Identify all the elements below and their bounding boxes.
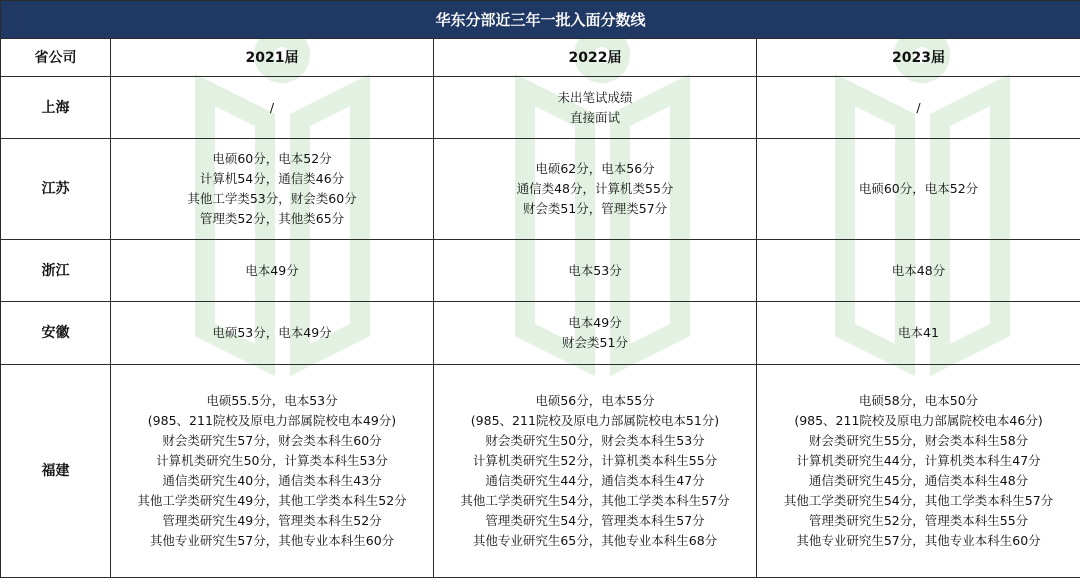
score-line: 其他专业研究生65分，其他专业本科生68分: [438, 531, 752, 551]
score-cell: [434, 77, 757, 139]
score-line: 管理类研究生52分，管理类本科生55分: [761, 511, 1076, 531]
score-cell: [757, 77, 1080, 139]
score-line: 其他工学类53分，财会类60分: [115, 189, 429, 209]
table-row: [1, 365, 1080, 578]
score-line: 其他专业研究生57分，其他专业本科生60分: [115, 531, 429, 551]
score-line: 电硕60分，电本52分: [761, 179, 1076, 199]
score-line: 电本49分: [115, 261, 429, 281]
province-cell: 江苏: [1, 139, 111, 240]
score-line: 计算机类研究生44分，计算机类本科生47分: [761, 451, 1076, 471]
score-line: 财会类51分，管理类57分: [438, 199, 752, 219]
score-cell: [111, 77, 434, 139]
score-line: 其他专业研究生57分，其他专业本科生60分: [761, 531, 1076, 551]
score-line: 财会类研究生50分，财会类本科生53分: [438, 431, 752, 451]
score-cell: [111, 240, 434, 302]
score-line: 电本49分: [438, 313, 752, 333]
score-cell: [434, 139, 757, 240]
score-line: 电本48分: [761, 261, 1076, 281]
header-province: 省公司: [1, 39, 111, 77]
score-line: 财会类研究生55分，财会类本科生58分: [761, 431, 1076, 451]
score-cell: [111, 302, 434, 365]
score-line: 财会类51分: [438, 333, 752, 353]
header-2021: 2021届: [111, 39, 434, 77]
table-row: [1, 302, 1080, 365]
score-line: 电硕62分，电本56分: [438, 159, 752, 179]
score-line: 计算机类研究生50分，计算类本科生53分: [115, 451, 429, 471]
score-line: 其他工学类研究生54分，其他工学类本科生57分: [761, 491, 1076, 511]
table-title: 华东分部近三年一批入面分数线: [1, 1, 1080, 39]
score-line: 电硕56分，电本55分: [438, 391, 752, 411]
score-cell: [111, 139, 434, 240]
score-cell: [757, 302, 1080, 365]
score-line: 通信类研究生45分，通信类本科生48分: [761, 471, 1076, 491]
header-2022: 2022届: [434, 39, 757, 77]
score-line: 电硕58分，电本50分: [761, 391, 1076, 411]
score-cell: [757, 240, 1080, 302]
province-cell: 福建: [1, 365, 111, 578]
table-row: [1, 240, 1080, 302]
table-row: [1, 77, 1080, 139]
table-row: [1, 139, 1080, 240]
score-line: 直接面试: [438, 108, 752, 128]
score-line: 其他工学类研究生54分，其他工学类本科生57分: [438, 491, 752, 511]
score-cell: [757, 365, 1080, 578]
score-cell: [757, 139, 1080, 240]
score-line: 电本41: [761, 323, 1076, 343]
score-line: 计算机54分，通信类46分: [115, 169, 429, 189]
province-cell: 安徽: [1, 302, 111, 365]
score-line: 通信类48分，计算机类55分: [438, 179, 752, 199]
score-line: (985、211院校及原电力部属院校电本49分): [115, 411, 429, 431]
score-cell: [434, 240, 757, 302]
score-line: 电本53分: [438, 261, 752, 281]
score-line: 电硕55.5分，电本53分: [115, 391, 429, 411]
header-2023: 2023届: [757, 39, 1080, 77]
score-cell: [111, 365, 434, 578]
score-line: /: [115, 98, 429, 118]
score-line: 电硕53分，电本49分: [115, 323, 429, 343]
score-line: 管理类研究生49分，管理类本科生52分: [115, 511, 429, 531]
province-cell: 上海: [1, 77, 111, 139]
score-cell: [434, 365, 757, 578]
score-line: 管理类研究生54分，管理类本科生57分: [438, 511, 752, 531]
score-line: 未出笔试成绩: [438, 88, 752, 108]
score-line: 通信类研究生44分，通信类本科生47分: [438, 471, 752, 491]
score-line: 计算机类研究生52分，计算机类本科生55分: [438, 451, 752, 471]
score-line: /: [761, 98, 1076, 118]
score-line: 财会类研究生57分，财会类本科生60分: [115, 431, 429, 451]
score-line: 其他工学类研究生49分，其他工学类本科生52分: [115, 491, 429, 511]
province-cell: 浙江: [1, 240, 111, 302]
score-line: 管理类52分，其他类65分: [115, 209, 429, 229]
score-line: 通信类研究生40分，通信类本科生43分: [115, 471, 429, 491]
score-cell: [434, 302, 757, 365]
score-line: 电硕60分，电本52分: [115, 149, 429, 169]
score-line: (985、211院校及原电力部属院校电本51分): [438, 411, 752, 431]
score-line: (985、211院校及原电力部属院校电本46分): [761, 411, 1076, 431]
